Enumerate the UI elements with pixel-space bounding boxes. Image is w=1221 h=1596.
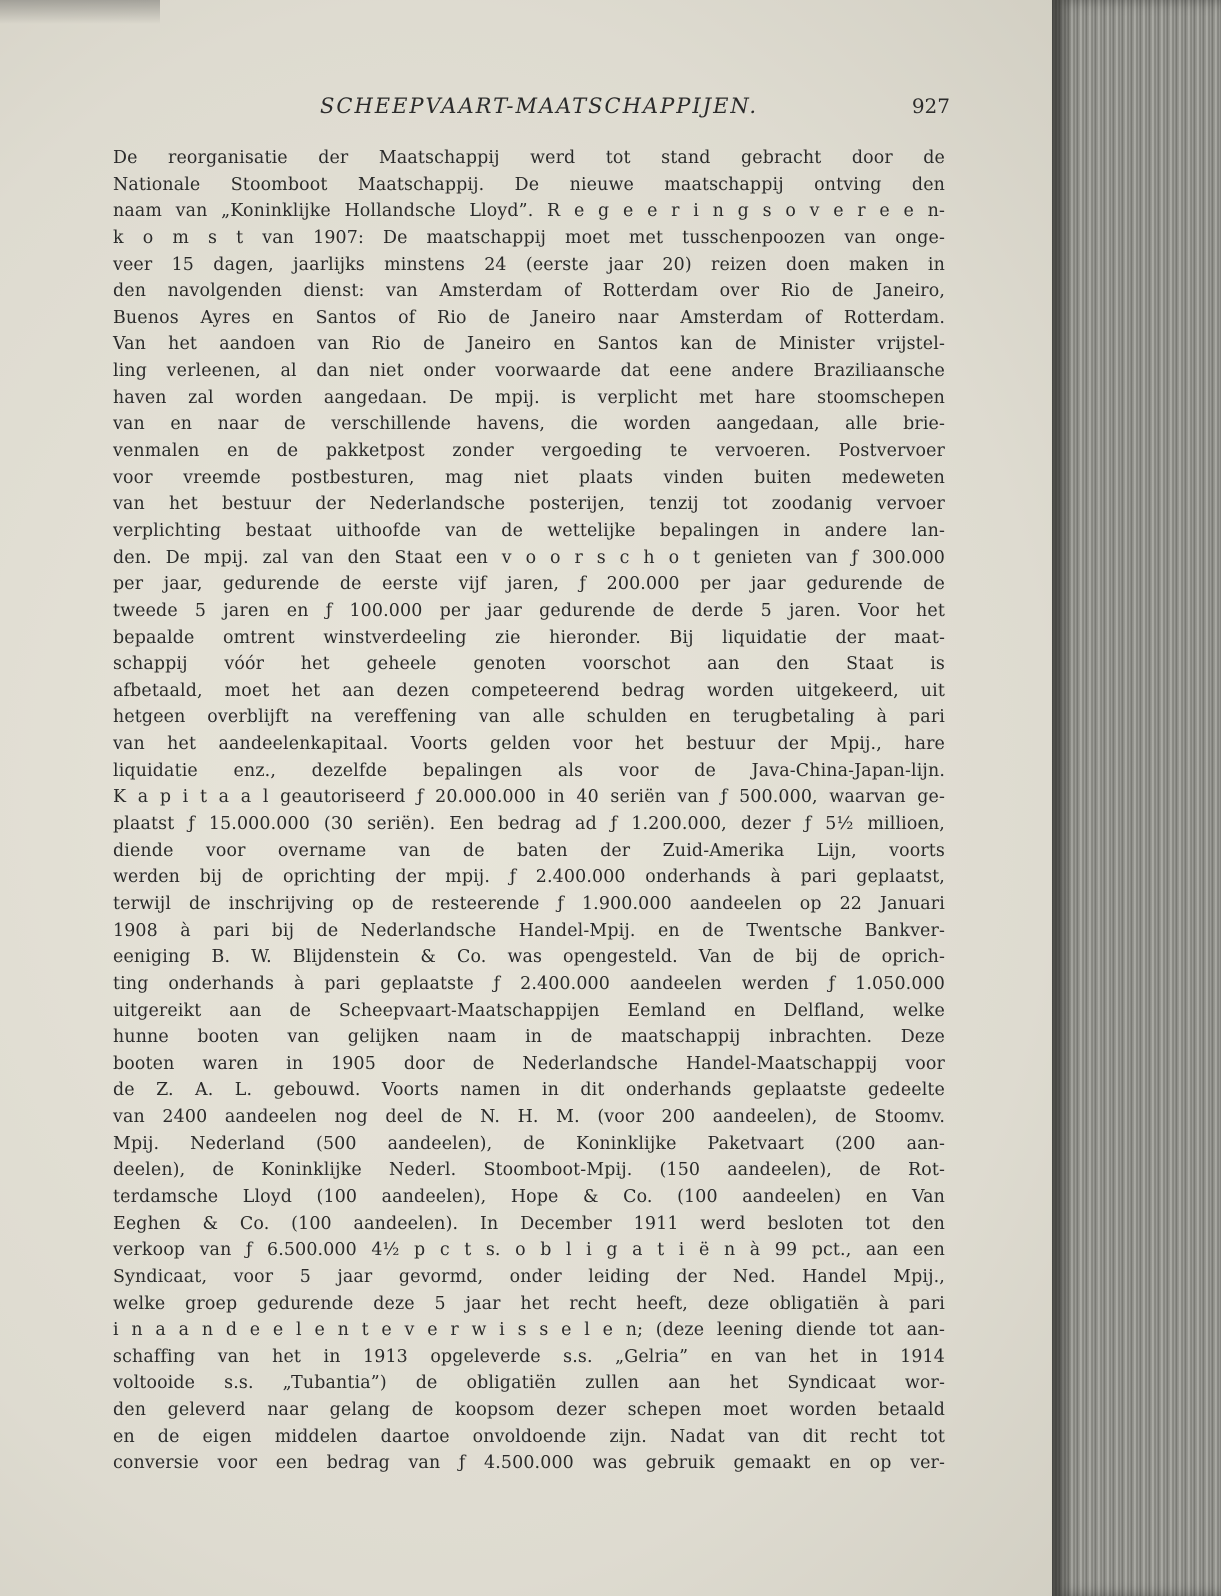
text-line: naam van „Koninklijke Hollandsche Lloyd”. R e g e e r i n g s o v e r e e n-: [113, 201, 945, 222]
text-line: Eeghen & Co. (100 aandeelen). In December 1911 werd besloten tot den: [113, 1213, 945, 1234]
text-line: De reorganisatie der Maatschappij werd tot stand gebracht door de: [113, 148, 945, 168]
text-line: van 2400 aandeelen nog deel de N. H. M. (voor 200 aandeelen), de Stoomv.: [113, 1107, 945, 1128]
text-line: Buenos Ayres en Santos of Rio de Janeiro naar Amsterdam of Rotterdam.: [113, 307, 945, 328]
text-line: haven zal worden aangedaan. De mpij. is verplicht met hare stoomschepen: [113, 387, 945, 408]
book-page-edges: [1052, 0, 1221, 1596]
text-line: ling verleenen, al dan niet onder voorwaarde dat eene andere Braziliaansche: [113, 361, 945, 382]
text-line: ting onderhands à pari geplaatste ƒ 2.400.000 aandeelen werden ƒ 1.050.000: [113, 973, 945, 994]
text-line: k o m s t van 1907: De maatschappij moet met tusschenpoozen van onge-: [113, 227, 945, 248]
running-head: [108, 92, 948, 132]
text-line: hetgeen overblijft na vereffening van alle schulden en terugbetaling à pari: [113, 707, 945, 728]
text-line: plaatst ƒ 15.000.000 (30 seriën). Een bedrag ad ƒ 1.200.000, dezer ƒ 5½ millioen,: [113, 814, 945, 835]
text-line: Van het aandoen van Rio de Janeiro en Santos kan de Minister vrijstel-: [113, 334, 945, 355]
text-line: de Z. A. L. gebouwd. Voorts namen in dit onderhands geplaatste gedeelte: [113, 1080, 945, 1101]
text-line: van het aandeelenkapitaal. Voorts gelden voor het bestuur der Mpij., hare: [113, 734, 945, 755]
text-line: den. De mpij. zal van den Staat een v o o r s c h o t genieten van ƒ 300.000: [113, 547, 945, 568]
text-line: tweede 5 jaren en ƒ 100.000 per jaar gedurende de derde 5 jaren. Voor het: [113, 600, 945, 621]
text-line: Syndicaat, voor 5 jaar gevormd, onder leiding der Ned. Handel Mpij.,: [113, 1266, 945, 1287]
body-text: [113, 145, 945, 1477]
text-line: per jaar, gedurende de eerste vijf jaren, ƒ 200.000 per jaar gedurende de: [113, 574, 945, 595]
running-title: SCHEEPVAART-MAATSCHAPPIJEN.: [320, 94, 759, 118]
text-line: conversie voor een bedrag van ƒ 4.500.000 was gebruik gemaakt en op ver-: [113, 1453, 945, 1474]
text-line: terwijl de inschrijving op de resteerende ƒ 1.900.000 aandeelen op 22 Januari: [113, 893, 945, 914]
text-line: Mpij. Nederland (500 aandeelen), de Koninklijke Paketvaart (200 aan-: [113, 1133, 945, 1154]
text-line: voor vreemde postbesturen, mag niet plaats vinden buiten medeweten: [113, 467, 945, 488]
text-line: werden bij de oprichting der mpij. ƒ 2.400.000 onderhands à pari geplaatst,: [113, 867, 945, 888]
text-line: schaffing van het in 1913 opgeleverde s.s. „Gelria” en van het in 1914: [113, 1346, 945, 1367]
text-line: terdamsche Lloyd (100 aandeelen), Hope & Co. (100 aandeelen) en Van: [113, 1186, 945, 1207]
text-line: liquidatie enz., dezelfde bepalingen als voor de Java-China-Japan-lijn.: [113, 760, 945, 781]
gutter-shadow: [1052, 0, 1072, 1596]
text-line: uitgereikt aan de Scheepvaart-Maatschappijen Eemland en Delfland, welke: [113, 1000, 945, 1021]
page-number: 927: [911, 94, 950, 118]
text-line: welke groep gedurende deze 5 jaar het recht heeft, deze obligatiën à pari: [113, 1293, 945, 1314]
page-shadow: [0, 0, 160, 24]
text-line: verplichting bestaat uithoofde van de wettelijke bepalingen in andere lan-: [113, 520, 945, 541]
text-line: i n a a n d e e l e n t e v e r w i s s e l e n; (deze leening diende tot aan-: [113, 1320, 945, 1341]
text-line: veer 15 dagen, jaarlijks minstens 24 (eerste jaar 20) reizen doen maken in: [113, 254, 945, 275]
text-line: van en naar de verschillende havens, die worden aangedaan, alle brie-: [113, 414, 945, 435]
text-line: voltooide s.s. „Tubantia”) de obligatiën zullen aan het Syndicaat wor-: [113, 1373, 945, 1394]
text-line: schappij vóór het geheele genoten voorschot aan den Staat is: [113, 654, 945, 675]
text-line: van het bestuur der Nederlandsche posterijen, tenzij tot zoodanig vervoer: [113, 494, 945, 515]
text-line: bepaalde omtrent winstverdeeling zie hieronder. Bij liquidatie der maat-: [113, 627, 945, 648]
text-line: booten waren in 1905 door de Nederlandsche Handel-Maatschappij voor: [113, 1053, 945, 1074]
text-line: den geleverd naar gelang de koopsom dezer schepen moet worden betaald: [113, 1400, 945, 1421]
text-line: hunne booten van gelijken naam in de maatschappij inbrachten. Deze: [113, 1027, 945, 1048]
text-line: K a p i t a a l geautoriseerd ƒ 20.000.000 in 40 seriën van ƒ 500.000, waarvan ge-: [113, 787, 945, 808]
text-line: deelen), de Koninklijke Nederl. Stoomboot-Mpij. (150 aandeelen), de Rot-: [113, 1160, 945, 1181]
text-line: afbetaald, moet het aan dezen competeerend bedrag worden uitgekeerd, uit: [113, 680, 945, 701]
text-line: en de eigen middelen daartoe onvoldoende zijn. Nadat van dit recht tot: [113, 1426, 945, 1447]
text-line: 1908 à pari bij de Nederlandsche Handel-Mpij. en de Twentsche Bankver-: [113, 920, 945, 941]
text-line: diende voor overname van de baten der Zuid-Amerika Lijn, voorts: [113, 840, 945, 861]
text-line: venmalen en de pakketpost zonder vergoeding te vervoeren. Postvervoer: [113, 441, 945, 462]
text-line: Nationale Stoomboot Maatschappij. De nieuwe maatschappij ontving den: [113, 174, 945, 195]
text-line: den navolgenden dienst: van Amsterdam of Rotterdam over Rio de Janeiro,: [113, 281, 945, 302]
text-line: verkoop van ƒ 6.500.000 4½ p c t s. o b l i g a t i ë n à 99 pct., aan een: [113, 1240, 945, 1261]
text-line: eeniging B. W. Blijdenstein & Co. was opengesteld. Van de bij de oprich-: [113, 947, 945, 968]
